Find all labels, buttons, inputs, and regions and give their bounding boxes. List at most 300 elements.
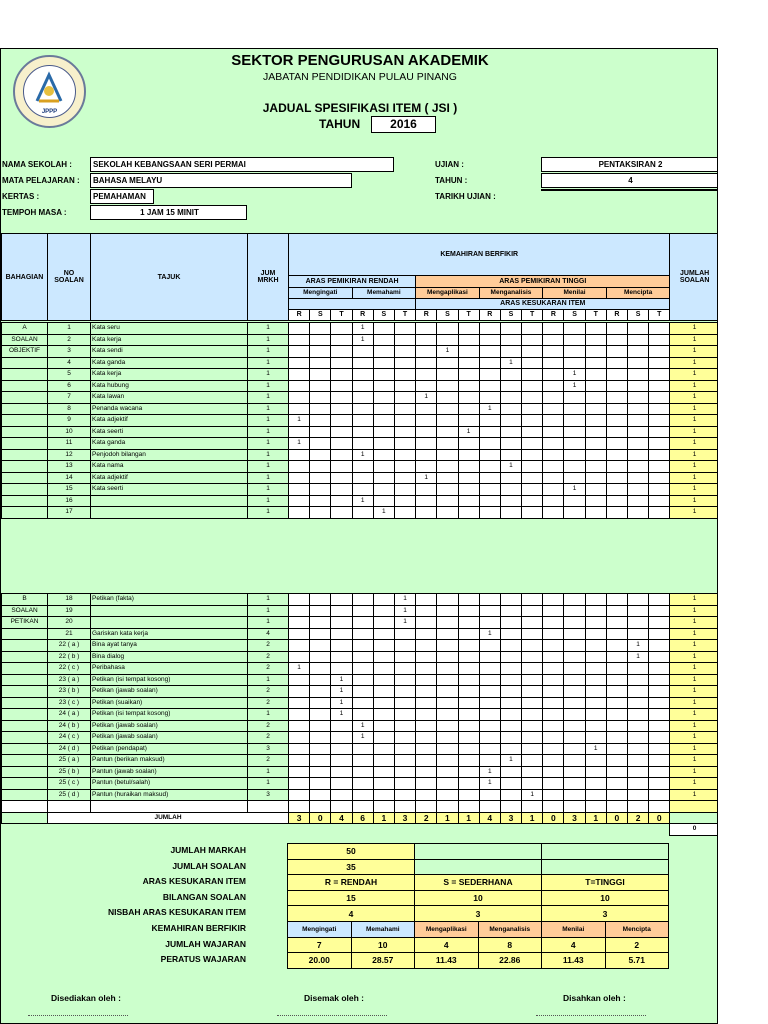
skill-mark-cell[interactable] <box>500 617 521 629</box>
marks-cell[interactable]: 2 <box>248 720 289 732</box>
skill-mark-cell[interactable] <box>564 778 585 790</box>
section-cell[interactable] <box>2 720 48 732</box>
skill-mark-cell[interactable] <box>585 415 606 427</box>
skill-mark-cell[interactable] <box>628 403 649 415</box>
skill-mark-cell[interactable] <box>500 697 521 709</box>
skill-mark-cell[interactable] <box>628 334 649 346</box>
marks-cell[interactable]: 1 <box>248 472 289 484</box>
section-cell[interactable]: SOALAN <box>2 605 48 617</box>
skill-mark-cell[interactable] <box>500 628 521 640</box>
skill-mark-cell[interactable] <box>628 674 649 686</box>
topic-cell[interactable]: Kata kerja <box>91 334 248 346</box>
skill-mark-cell[interactable] <box>310 663 331 675</box>
skill-mark-cell[interactable] <box>628 628 649 640</box>
skill-mark-cell[interactable] <box>649 789 670 801</box>
skill-mark-cell[interactable] <box>479 755 500 767</box>
skill-mark-cell[interactable] <box>649 507 670 519</box>
skill-mark-cell[interactable] <box>289 755 310 767</box>
skill-mark-cell[interactable]: 1 <box>352 732 373 744</box>
skill-mark-cell[interactable] <box>289 472 310 484</box>
skill-mark-cell[interactable] <box>585 686 606 698</box>
skill-mark-cell[interactable] <box>373 415 394 427</box>
skill-mark-cell[interactable] <box>373 778 394 790</box>
skill-mark-cell[interactable] <box>564 438 585 450</box>
skill-mark-cell[interactable] <box>585 617 606 629</box>
skill-mark-cell[interactable] <box>437 323 458 335</box>
skill-mark-cell[interactable] <box>628 346 649 358</box>
marks-cell[interactable]: 2 <box>248 755 289 767</box>
skill-mark-cell[interactable] <box>628 697 649 709</box>
skill-mark-cell[interactable] <box>373 720 394 732</box>
skill-mark-cell[interactable] <box>479 594 500 606</box>
skill-mark-cell[interactable] <box>310 628 331 640</box>
skill-mark-cell[interactable] <box>564 461 585 473</box>
skill-mark-cell[interactable] <box>458 617 479 629</box>
skill-mark-cell[interactable] <box>543 334 564 346</box>
skill-mark-cell[interactable] <box>649 346 670 358</box>
skill-mark-cell[interactable] <box>522 732 543 744</box>
skill-mark-cell[interactable] <box>479 720 500 732</box>
skill-mark-cell[interactable] <box>416 415 437 427</box>
section-cell[interactable] <box>2 357 48 369</box>
skill-mark-cell[interactable] <box>331 507 352 519</box>
skill-mark-cell[interactable] <box>373 392 394 404</box>
question-no-cell[interactable]: 18 <box>48 594 91 606</box>
skill-mark-cell[interactable] <box>649 369 670 381</box>
skill-mark-cell[interactable] <box>649 392 670 404</box>
skill-mark-cell[interactable] <box>373 449 394 461</box>
skill-mark-cell[interactable] <box>628 686 649 698</box>
skill-mark-cell[interactable] <box>458 663 479 675</box>
skill-mark-cell[interactable] <box>394 640 415 652</box>
section-cell[interactable] <box>2 755 48 767</box>
skill-mark-cell[interactable] <box>331 732 352 744</box>
skill-mark-cell[interactable] <box>606 334 627 346</box>
skill-mark-cell[interactable] <box>628 438 649 450</box>
skill-mark-cell[interactable] <box>394 495 415 507</box>
skill-mark-cell[interactable] <box>479 674 500 686</box>
skill-mark-cell[interactable] <box>458 651 479 663</box>
skill-mark-cell[interactable] <box>310 392 331 404</box>
skill-mark-cell[interactable] <box>628 594 649 606</box>
skill-mark-cell[interactable] <box>437 357 458 369</box>
skill-mark-cell[interactable] <box>479 709 500 721</box>
skill-mark-cell[interactable] <box>310 697 331 709</box>
skill-mark-cell[interactable] <box>416 461 437 473</box>
skill-mark-cell[interactable] <box>564 766 585 778</box>
skill-mark-cell[interactable] <box>458 323 479 335</box>
skill-mark-cell[interactable] <box>543 449 564 461</box>
skill-mark-cell[interactable] <box>373 495 394 507</box>
marks-cell[interactable]: 1 <box>248 605 289 617</box>
skill-mark-cell[interactable] <box>585 449 606 461</box>
skill-mark-cell[interactable] <box>649 697 670 709</box>
skill-mark-cell[interactable] <box>331 334 352 346</box>
skill-mark-cell[interactable] <box>458 438 479 450</box>
skill-mark-cell[interactable] <box>500 605 521 617</box>
skill-mark-cell[interactable] <box>649 357 670 369</box>
skill-mark-cell[interactable] <box>500 449 521 461</box>
skill-mark-cell[interactable] <box>394 392 415 404</box>
skill-mark-cell[interactable] <box>628 605 649 617</box>
skill-mark-cell[interactable]: 1 <box>500 461 521 473</box>
skill-mark-cell[interactable] <box>585 346 606 358</box>
skill-mark-cell[interactable] <box>394 789 415 801</box>
skill-mark-cell[interactable] <box>522 403 543 415</box>
skill-mark-cell[interactable] <box>310 415 331 427</box>
skill-mark-cell[interactable] <box>500 732 521 744</box>
skill-mark-cell[interactable] <box>437 594 458 606</box>
skill-mark-cell[interactable] <box>289 334 310 346</box>
skill-mark-cell[interactable] <box>352 357 373 369</box>
skill-mark-cell[interactable] <box>352 472 373 484</box>
marks-cell[interactable]: 1 <box>248 461 289 473</box>
skill-mark-cell[interactable] <box>289 709 310 721</box>
skill-mark-cell[interactable] <box>437 426 458 438</box>
skill-mark-cell[interactable] <box>458 628 479 640</box>
skill-mark-cell[interactable] <box>310 403 331 415</box>
skill-mark-cell[interactable] <box>479 651 500 663</box>
skill-mark-cell[interactable] <box>310 380 331 392</box>
topic-cell[interactable]: Petikan (jawab soalan) <box>91 732 248 744</box>
skill-mark-cell[interactable] <box>585 357 606 369</box>
topic-cell[interactable]: Kata adjektif <box>91 472 248 484</box>
skill-mark-cell[interactable] <box>479 640 500 652</box>
skill-mark-cell[interactable] <box>564 755 585 767</box>
skill-mark-cell[interactable] <box>458 495 479 507</box>
marks-cell[interactable]: 2 <box>248 651 289 663</box>
skill-mark-cell[interactable] <box>479 369 500 381</box>
skill-mark-cell[interactable] <box>522 426 543 438</box>
skill-mark-cell[interactable] <box>479 346 500 358</box>
skill-mark-cell[interactable] <box>352 594 373 606</box>
skill-mark-cell[interactable] <box>458 778 479 790</box>
question-no-cell[interactable]: 17 <box>48 507 91 519</box>
topic-cell[interactable]: Bina dialog <box>91 651 248 663</box>
skill-mark-cell[interactable] <box>649 732 670 744</box>
skill-mark-cell[interactable] <box>522 743 543 755</box>
skill-mark-cell[interactable] <box>289 346 310 358</box>
question-no-cell[interactable]: 5 <box>48 369 91 381</box>
skill-mark-cell[interactable] <box>310 495 331 507</box>
skill-mark-cell[interactable] <box>585 732 606 744</box>
skill-mark-cell[interactable] <box>289 426 310 438</box>
skill-mark-cell[interactable]: 1 <box>352 449 373 461</box>
marks-cell[interactable]: 1 <box>248 778 289 790</box>
question-no-cell[interactable]: 4 <box>48 357 91 369</box>
skill-mark-cell[interactable] <box>416 507 437 519</box>
skill-mark-cell[interactable] <box>500 640 521 652</box>
skill-mark-cell[interactable] <box>331 720 352 732</box>
section-cell[interactable] <box>2 697 48 709</box>
skill-mark-cell[interactable] <box>500 686 521 698</box>
question-no-cell[interactable]: 12 <box>48 449 91 461</box>
skill-mark-cell[interactable] <box>585 438 606 450</box>
question-no-cell[interactable]: 23 ( a ) <box>48 674 91 686</box>
skill-mark-cell[interactable] <box>564 415 585 427</box>
skill-mark-cell[interactable] <box>310 686 331 698</box>
section-cell[interactable]: SOALAN <box>2 334 48 346</box>
skill-mark-cell[interactable] <box>564 651 585 663</box>
marks-cell[interactable]: 1 <box>248 709 289 721</box>
skill-mark-cell[interactable] <box>331 346 352 358</box>
topic-cell[interactable]: Kata ganda <box>91 357 248 369</box>
skill-mark-cell[interactable] <box>564 789 585 801</box>
skill-mark-cell[interactable] <box>564 732 585 744</box>
skill-mark-cell[interactable] <box>500 334 521 346</box>
skill-mark-cell[interactable] <box>310 766 331 778</box>
section-cell[interactable]: A <box>2 323 48 335</box>
skill-mark-cell[interactable] <box>628 415 649 427</box>
skill-mark-cell[interactable] <box>479 380 500 392</box>
skill-mark-cell[interactable] <box>606 766 627 778</box>
skill-mark-cell[interactable] <box>606 651 627 663</box>
section-cell[interactable] <box>2 628 48 640</box>
skill-mark-cell[interactable] <box>606 495 627 507</box>
skill-mark-cell[interactable] <box>394 415 415 427</box>
marks-cell[interactable]: 2 <box>248 732 289 744</box>
skill-mark-cell[interactable] <box>331 743 352 755</box>
skill-mark-cell[interactable]: 1 <box>352 495 373 507</box>
skill-mark-cell[interactable] <box>416 369 437 381</box>
skill-mark-cell[interactable] <box>394 628 415 640</box>
skill-mark-cell[interactable] <box>649 472 670 484</box>
skill-mark-cell[interactable] <box>331 789 352 801</box>
skill-mark-cell[interactable] <box>289 640 310 652</box>
topic-cell[interactable]: Peribahasa <box>91 663 248 675</box>
section-cell[interactable] <box>2 789 48 801</box>
skill-mark-cell[interactable] <box>543 755 564 767</box>
paper-field[interactable]: PEMAHAMAN <box>90 189 154 204</box>
skill-mark-cell[interactable] <box>522 449 543 461</box>
skill-mark-cell[interactable] <box>649 380 670 392</box>
skill-mark-cell[interactable] <box>331 357 352 369</box>
skill-mark-cell[interactable] <box>394 323 415 335</box>
skill-mark-cell[interactable] <box>310 323 331 335</box>
skill-mark-cell[interactable] <box>606 357 627 369</box>
skill-mark-cell[interactable]: 1 <box>522 789 543 801</box>
skill-mark-cell[interactable] <box>606 472 627 484</box>
skill-mark-cell[interactable] <box>416 484 437 496</box>
skill-mark-cell[interactable] <box>416 628 437 640</box>
skill-mark-cell[interactable] <box>437 461 458 473</box>
topic-cell[interactable]: Kata adjektif <box>91 415 248 427</box>
marks-cell[interactable]: 1 <box>248 346 289 358</box>
skill-mark-cell[interactable] <box>564 605 585 617</box>
skill-mark-cell[interactable] <box>649 709 670 721</box>
skill-mark-cell[interactable] <box>310 346 331 358</box>
skill-mark-cell[interactable] <box>606 778 627 790</box>
skill-mark-cell[interactable] <box>628 392 649 404</box>
skill-mark-cell[interactable] <box>500 674 521 686</box>
section-cell[interactable] <box>2 484 48 496</box>
skill-mark-cell[interactable] <box>564 743 585 755</box>
topic-cell[interactable]: Pantun (jawab soalan) <box>91 766 248 778</box>
skill-mark-cell[interactable] <box>352 697 373 709</box>
skill-mark-cell[interactable] <box>394 709 415 721</box>
skill-mark-cell[interactable] <box>394 472 415 484</box>
skill-mark-cell[interactable] <box>585 663 606 675</box>
skill-mark-cell[interactable]: 1 <box>416 472 437 484</box>
skill-mark-cell[interactable] <box>628 484 649 496</box>
skill-mark-cell[interactable] <box>310 720 331 732</box>
skill-mark-cell[interactable] <box>649 778 670 790</box>
skill-mark-cell[interactable] <box>585 495 606 507</box>
skill-mark-cell[interactable] <box>606 484 627 496</box>
skill-mark-cell[interactable] <box>331 617 352 629</box>
skill-mark-cell[interactable] <box>331 778 352 790</box>
question-no-cell[interactable]: 3 <box>48 346 91 358</box>
skill-mark-cell[interactable] <box>352 438 373 450</box>
skill-mark-cell[interactable] <box>606 507 627 519</box>
topic-cell[interactable]: Petikan (pendapat) <box>91 743 248 755</box>
skill-mark-cell[interactable] <box>606 617 627 629</box>
skill-mark-cell[interactable] <box>310 605 331 617</box>
skill-mark-cell[interactable] <box>458 507 479 519</box>
skill-mark-cell[interactable] <box>543 507 564 519</box>
skill-mark-cell[interactable] <box>628 778 649 790</box>
skill-mark-cell[interactable] <box>458 380 479 392</box>
marks-cell[interactable]: 1 <box>248 357 289 369</box>
topic-cell[interactable]: Petikan (isi tempat kosong) <box>91 709 248 721</box>
skill-mark-cell[interactable]: 1 <box>564 380 585 392</box>
skill-mark-cell[interactable] <box>585 369 606 381</box>
skill-mark-cell[interactable] <box>331 766 352 778</box>
skill-mark-cell[interactable] <box>479 507 500 519</box>
question-no-cell[interactable]: 25 ( d ) <box>48 789 91 801</box>
skill-mark-cell[interactable] <box>458 686 479 698</box>
skill-mark-cell[interactable] <box>458 743 479 755</box>
skill-mark-cell[interactable] <box>416 732 437 744</box>
skill-mark-cell[interactable] <box>437 640 458 652</box>
skill-mark-cell[interactable] <box>543 426 564 438</box>
skill-mark-cell[interactable]: 1 <box>479 628 500 640</box>
skill-mark-cell[interactable] <box>437 743 458 755</box>
skill-mark-cell[interactable] <box>416 663 437 675</box>
skill-mark-cell[interactable] <box>373 743 394 755</box>
question-no-cell[interactable]: 20 <box>48 617 91 629</box>
skill-mark-cell[interactable] <box>522 392 543 404</box>
skill-mark-cell[interactable] <box>310 426 331 438</box>
skill-mark-cell[interactable] <box>479 334 500 346</box>
skill-mark-cell[interactable] <box>522 369 543 381</box>
skill-mark-cell[interactable] <box>479 472 500 484</box>
skill-mark-cell[interactable] <box>649 755 670 767</box>
skill-mark-cell[interactable] <box>543 472 564 484</box>
skill-mark-cell[interactable] <box>458 461 479 473</box>
skill-mark-cell[interactable] <box>394 461 415 473</box>
skill-mark-cell[interactable] <box>500 594 521 606</box>
skill-mark-cell[interactable] <box>458 766 479 778</box>
skill-mark-cell[interactable] <box>331 594 352 606</box>
skill-mark-cell[interactable] <box>437 484 458 496</box>
skill-mark-cell[interactable] <box>479 438 500 450</box>
skill-mark-cell[interactable]: 1 <box>331 697 352 709</box>
skill-mark-cell[interactable] <box>373 709 394 721</box>
skill-mark-cell[interactable] <box>543 461 564 473</box>
skill-mark-cell[interactable] <box>416 686 437 698</box>
skill-mark-cell[interactable] <box>543 346 564 358</box>
skill-mark-cell[interactable] <box>373 617 394 629</box>
skill-mark-cell[interactable] <box>522 484 543 496</box>
skill-mark-cell[interactable] <box>310 640 331 652</box>
skill-mark-cell[interactable]: 1 <box>394 605 415 617</box>
skill-mark-cell[interactable] <box>416 697 437 709</box>
section-cell[interactable] <box>2 415 48 427</box>
skill-mark-cell[interactable] <box>564 720 585 732</box>
skill-mark-cell[interactable] <box>628 743 649 755</box>
skill-mark-cell[interactable] <box>458 334 479 346</box>
section-cell[interactable] <box>2 426 48 438</box>
skill-mark-cell[interactable]: 1 <box>289 438 310 450</box>
year-field[interactable]: 2016 <box>371 116 436 133</box>
skill-mark-cell[interactable] <box>479 663 500 675</box>
topic-cell[interactable]: Kata seru <box>91 323 248 335</box>
topic-cell[interactable]: Petikan (jawab soalan) <box>91 686 248 698</box>
section-cell[interactable] <box>2 403 48 415</box>
skill-mark-cell[interactable] <box>352 651 373 663</box>
skill-mark-cell[interactable] <box>628 357 649 369</box>
skill-mark-cell[interactable] <box>331 323 352 335</box>
skill-mark-cell[interactable]: 1 <box>331 709 352 721</box>
skill-mark-cell[interactable] <box>628 323 649 335</box>
question-no-cell[interactable]: 7 <box>48 392 91 404</box>
question-no-cell[interactable]: 25 ( c ) <box>48 778 91 790</box>
skill-mark-cell[interactable] <box>522 323 543 335</box>
skill-mark-cell[interactable] <box>331 755 352 767</box>
skill-mark-cell[interactable] <box>437 507 458 519</box>
marks-cell[interactable]: 1 <box>248 594 289 606</box>
skill-mark-cell[interactable] <box>606 697 627 709</box>
topic-cell[interactable] <box>91 605 248 617</box>
skill-mark-cell[interactable] <box>458 484 479 496</box>
skill-mark-cell[interactable] <box>352 461 373 473</box>
skill-mark-cell[interactable] <box>352 674 373 686</box>
skill-mark-cell[interactable] <box>628 472 649 484</box>
question-no-cell[interactable]: 11 <box>48 438 91 450</box>
skill-mark-cell[interactable] <box>543 628 564 640</box>
skill-mark-cell[interactable] <box>458 357 479 369</box>
skill-mark-cell[interactable] <box>606 461 627 473</box>
skill-mark-cell[interactable] <box>352 369 373 381</box>
skill-mark-cell[interactable] <box>331 484 352 496</box>
skill-mark-cell[interactable] <box>628 720 649 732</box>
marks-cell[interactable]: 3 <box>248 743 289 755</box>
skill-mark-cell[interactable] <box>543 403 564 415</box>
skill-mark-cell[interactable] <box>310 674 331 686</box>
skill-mark-cell[interactable] <box>437 380 458 392</box>
skill-mark-cell[interactable] <box>628 449 649 461</box>
skill-mark-cell[interactable] <box>394 651 415 663</box>
skill-mark-cell[interactable] <box>437 651 458 663</box>
skill-mark-cell[interactable] <box>331 461 352 473</box>
skill-mark-cell[interactable] <box>437 472 458 484</box>
skill-mark-cell[interactable] <box>310 732 331 744</box>
skill-mark-cell[interactable] <box>310 709 331 721</box>
section-cell[interactable] <box>2 369 48 381</box>
skill-mark-cell[interactable] <box>331 640 352 652</box>
skill-mark-cell[interactable] <box>649 651 670 663</box>
marks-cell[interactable]: 1 <box>248 323 289 335</box>
skill-mark-cell[interactable] <box>416 380 437 392</box>
skill-mark-cell[interactable] <box>479 697 500 709</box>
skill-mark-cell[interactable]: 1 <box>585 743 606 755</box>
skill-mark-cell[interactable] <box>564 495 585 507</box>
skill-mark-cell[interactable] <box>479 686 500 698</box>
skill-mark-cell[interactable] <box>352 484 373 496</box>
skill-mark-cell[interactable] <box>394 484 415 496</box>
skill-mark-cell[interactable] <box>394 380 415 392</box>
